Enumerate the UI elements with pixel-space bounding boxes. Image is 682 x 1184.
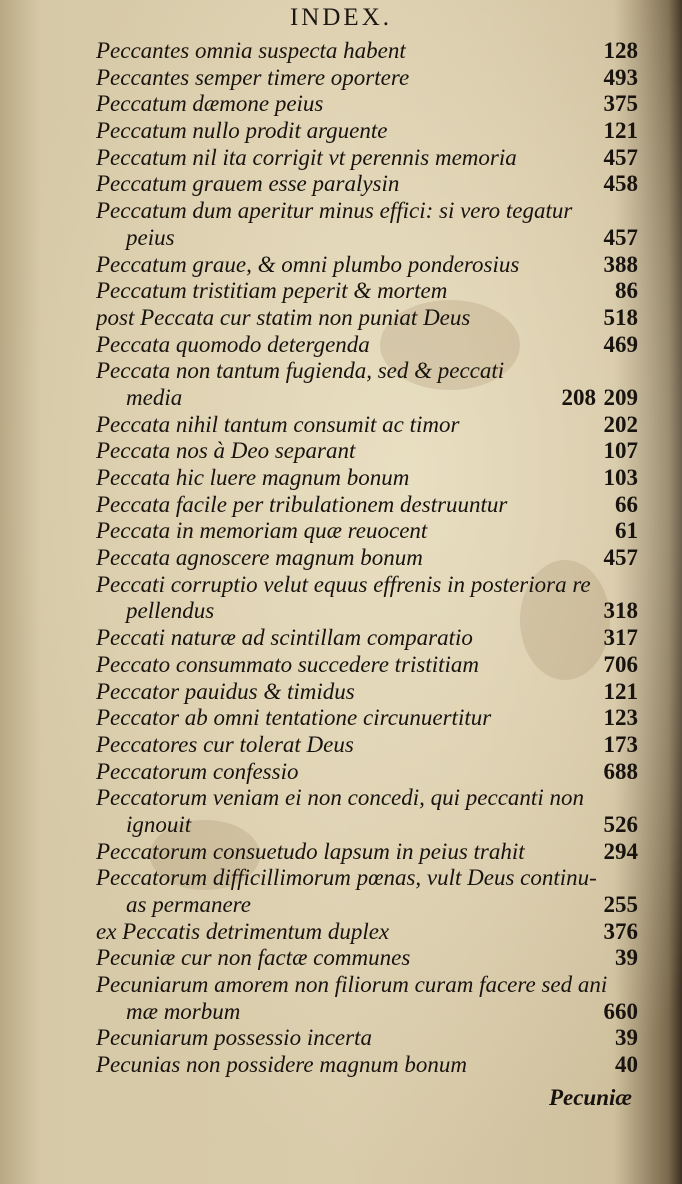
entry-text: Peccata non tantum fugienda, sed & peccati <box>96 358 505 384</box>
entry-text: Peccata hic luere magnum bonum <box>96 465 410 490</box>
entry-page-number: 103 <box>603 465 638 490</box>
entry-text: Peccati corruptio velut equus effrenis in posteriora re <box>96 571 591 597</box>
entry-text: Peccantes omnia suspecta habent <box>96 38 406 63</box>
entry-page-number: 493 <box>603 64 638 90</box>
entry-text: Peccatum graue, & omni plumbo ponderosius <box>96 251 520 277</box>
catchword: Pecuniæ <box>548 1085 632 1110</box>
index-entry <box>96 945 638 972</box>
entry-continuation: peius <box>126 224 175 250</box>
index-entry <box>96 171 638 198</box>
entry-text: Pecunias non possidere magnum bonum <box>96 1052 467 1078</box>
entry-text: Peccantes semper timere oportere <box>96 64 410 90</box>
entry-text: ex Peccatis detrimentum duplex <box>96 918 390 944</box>
entry-text: post Peccata cur statim non puniat Deus <box>96 304 471 330</box>
index-entry <box>96 492 638 519</box>
entry-page-number: 61 <box>615 518 638 544</box>
index-entry <box>96 278 638 305</box>
entry-page-number: 121 <box>603 118 638 144</box>
entry-page-number: 121 <box>603 678 638 704</box>
entry-text: Peccatum nullo prodit arguente <box>96 118 388 144</box>
entry-page-number: 107 <box>603 438 638 464</box>
index-entry <box>96 252 638 279</box>
entry-text: Peccatum tristitiam peperit & mortem <box>96 278 448 304</box>
entry-page-number: 458 <box>603 171 638 197</box>
entry-page-number: 294 <box>603 838 638 864</box>
index-entry <box>96 118 638 145</box>
entry-page-number: 317 <box>603 625 638 651</box>
entry-text: Peccata agnoscere magnum bonum <box>96 545 423 571</box>
entry-page-number: 457 <box>603 545 638 571</box>
index-entry <box>96 412 638 439</box>
entry-page-number: 255 <box>603 892 638 917</box>
entry-page-number: 457 <box>603 144 638 170</box>
entry-text: Pecuniarum amorem non filiorum curam facere sed ani <box>96 972 608 998</box>
entry-continuation: mæ morbum <box>126 998 241 1024</box>
entry-page-number: 86 <box>615 278 638 304</box>
entry-text: Peccator pauidus & timidus <box>96 678 355 704</box>
index-entry <box>96 545 638 572</box>
index-entry <box>96 332 638 359</box>
entry-page-number: 375 <box>603 91 638 117</box>
entry-text: Pecuniarum possessio incerta <box>96 1025 372 1051</box>
entry-text: Peccatorum confessio <box>96 758 299 784</box>
entry-continuation: pellendus <box>126 598 215 624</box>
entry-page-number: 173 <box>603 731 638 757</box>
entry-text: Peccata nos à Deo separant <box>96 438 356 464</box>
index-entry <box>96 759 638 786</box>
entry-text: Peccator ab omni tentatione circunuertitur <box>96 705 492 731</box>
entry-page-number: 469 <box>603 331 638 357</box>
entry-page-number: 39 <box>615 945 638 971</box>
entry-page-number: 706 <box>603 651 638 677</box>
entry-text: Peccatum dum aperitur minus effici: si vero tegatur <box>96 198 573 224</box>
entry-text: Peccatorum difficillimorum pœnas, vult Deus continu- <box>96 865 597 891</box>
entry-page-number: 388 <box>603 251 638 277</box>
index-entry <box>96 839 638 866</box>
entry-text: Peccato consummato succedere tristitiam <box>96 651 480 677</box>
entry-text: Peccatorum veniam ei non concedi, qui peccanti non <box>96 785 584 811</box>
entry-page-number: 123 <box>603 705 638 731</box>
entry-continuation: ignouit <box>126 811 192 837</box>
index-entry <box>96 972 638 1025</box>
index-entry <box>96 438 638 465</box>
index-entry <box>96 198 638 251</box>
index-entry <box>96 145 638 172</box>
entry-text: Peccatum dæmone peius <box>96 91 324 117</box>
index-entry <box>96 358 638 411</box>
entry-continuation: media <box>126 384 183 410</box>
entry-page-number: 39 <box>615 1025 638 1051</box>
entry-page-number: 66 <box>615 491 638 517</box>
index-entry <box>96 518 638 545</box>
entry-text: Peccati naturæ ad scintillam comparatio <box>96 625 473 651</box>
index-entry <box>96 65 638 92</box>
entry-text: Peccatores cur tolerat Deus <box>96 731 354 757</box>
entry-page-number: 376 <box>603 918 638 944</box>
entry-text: Peccatum grauem esse paralysin <box>96 171 400 197</box>
entry-text: Peccatum nil ita corrigit vt perennis memoria <box>96 144 517 170</box>
entry-page-number: 518 <box>603 304 638 330</box>
index-entry <box>96 572 638 625</box>
entry-text: Peccatorum consuetudo lapsum in peius trahit <box>96 838 525 864</box>
index-entry <box>96 732 638 759</box>
index-entry <box>96 865 638 918</box>
entry-page-number: 209 <box>603 384 638 410</box>
index-entry <box>96 652 638 679</box>
index-entry <box>96 1025 638 1052</box>
index-entry <box>96 785 638 838</box>
entry-page-number: 526 <box>603 811 638 837</box>
entry-page-number: 318 <box>603 598 638 624</box>
page-header: INDEX. <box>289 4 392 31</box>
entry-page-number: 208 <box>561 384 596 410</box>
entry-page-number: 40 <box>615 1052 638 1078</box>
entry-page-number: 660 <box>603 998 638 1024</box>
index-entry <box>96 1052 638 1079</box>
index-entry <box>96 38 638 65</box>
index-entry <box>96 91 638 118</box>
entry-text: Pecuniæ cur non factæ communes <box>96 945 411 971</box>
index-entry <box>96 679 638 706</box>
entry-text: Peccata in memoriam quæ reuocent <box>96 518 428 544</box>
entry-page-number: 688 <box>603 758 638 784</box>
index-entry <box>96 705 638 732</box>
index-entries <box>96 38 638 1079</box>
index-entry <box>96 465 638 492</box>
entry-text: Peccata nihil tantum consumit ac timor <box>96 411 460 437</box>
entry-text: Peccata quomodo detergenda <box>96 331 370 357</box>
entry-continuation: as permanere <box>126 892 251 917</box>
index-entry <box>96 625 638 652</box>
entry-text: Peccata facile per tribulationem destruuntur <box>96 491 508 517</box>
entry-page-number: 457 <box>603 224 638 250</box>
entry-page-number: 202 <box>603 411 638 437</box>
index-entry <box>96 305 638 332</box>
entry-page-number: 128 <box>603 38 638 63</box>
index-entry <box>96 919 638 946</box>
